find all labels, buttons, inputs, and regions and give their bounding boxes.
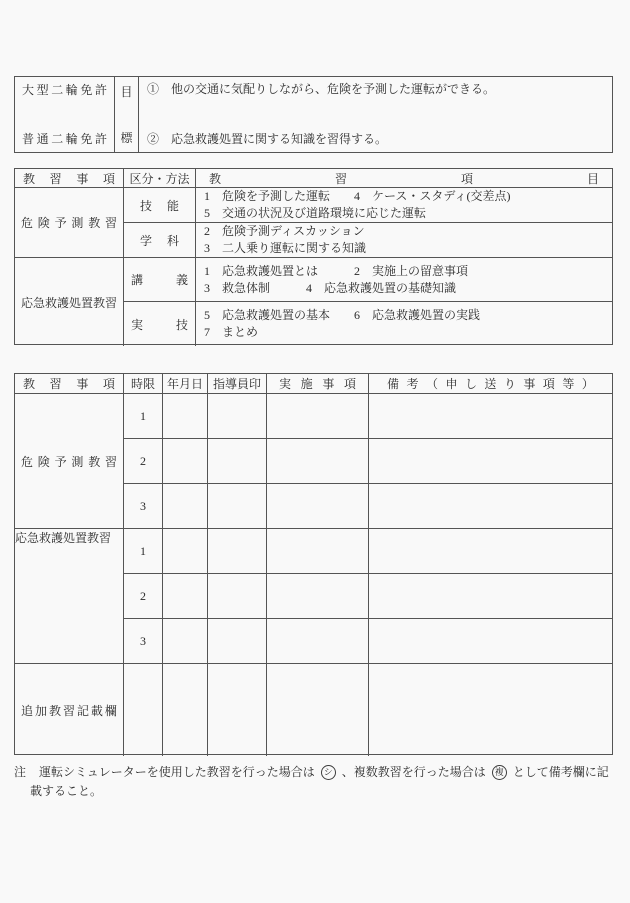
footnote-line-2: 載すること。 <box>30 784 103 798</box>
curriculum-header-items: 教 習 事 項 <box>15 169 124 188</box>
date-cell <box>163 439 208 484</box>
seal-cell <box>208 664 267 756</box>
remarks-cell <box>369 439 612 484</box>
implemented-cell <box>267 574 369 619</box>
record-section-additional-label: 追 加 教 習 記 載 欄 <box>15 664 124 756</box>
method-practice: 実 技 <box>124 302 196 346</box>
period-cell <box>124 664 163 756</box>
items-subject <box>196 223 612 258</box>
curriculum-header-method: 区分・方法 <box>124 169 196 188</box>
seal-cell <box>208 574 267 619</box>
items-practice-line-1: 5 応急救護処置の基本 6 応急救護処置の実践 <box>204 308 481 322</box>
curriculum-table <box>14 168 613 345</box>
footnote <box>14 763 618 801</box>
remarks-cell <box>369 529 612 574</box>
period-cell: 1 <box>124 529 163 574</box>
goal-item-2: ② 応急救護処置に関する知識を習得する。 <box>147 132 388 146</box>
record-table <box>14 373 613 755</box>
circled-fuku-symbol: 複 <box>492 765 507 780</box>
license-goal-table <box>14 76 613 153</box>
items-subject-line-1: 2 危険予測ディスカッション <box>204 224 365 238</box>
items-practice <box>196 302 612 346</box>
period-cell: 2 <box>124 439 163 484</box>
circled-shi-symbol: シ <box>321 765 336 780</box>
implemented-cell <box>267 439 369 484</box>
remarks-cell <box>369 619 612 664</box>
items-lecture <box>196 258 612 302</box>
method-lecture: 講 義 <box>124 258 196 302</box>
footnote-text-c: として備考欄に記 <box>512 765 609 779</box>
method-skill: 技 能 <box>124 188 196 223</box>
period-cell: 3 <box>124 484 163 529</box>
implemented-cell <box>267 484 369 529</box>
implemented-cell <box>267 529 369 574</box>
items-lecture-line-1: 1 応急救護処置とは 2 実施上の留意事項 <box>204 263 469 278</box>
record-section-hazard-label: 危 険 予 測 教 習 <box>15 394 124 529</box>
items-practice-line-2: 7 まとめ <box>204 325 259 339</box>
period-cell: 3 <box>124 619 163 664</box>
record-header-implemented: 実 施 事 項 <box>267 374 369 394</box>
license-type-ordinary-motorcycle: 普 通 二 輪 免 許 <box>22 132 107 146</box>
curriculum-section-firstaid-label: 応急救護処置教習 <box>15 258 124 346</box>
remarks-cell <box>369 394 612 439</box>
period-cell: 1 <box>124 394 163 439</box>
method-lecture-subject: 学 科 <box>124 223 196 258</box>
implemented-cell <box>267 664 369 756</box>
date-cell <box>163 394 208 439</box>
items-skill <box>196 188 612 223</box>
record-section-firstaid-label: 応急救護処置教習 <box>15 529 124 664</box>
date-cell <box>163 574 208 619</box>
footnote-marker: 注 <box>14 765 27 779</box>
record-header-date: 年月日 <box>163 374 208 394</box>
footnote-text-a: 運転シミュレーターを使用した教習を行った場合は <box>39 765 315 779</box>
date-cell <box>163 529 208 574</box>
record-header-period: 時限 <box>124 374 163 394</box>
curriculum-section-hazard-label: 危 険 予 測 教 習 <box>15 188 124 258</box>
remarks-cell <box>369 484 612 529</box>
remarks-cell <box>369 664 612 756</box>
seal-cell <box>208 439 267 484</box>
date-cell <box>163 619 208 664</box>
items-skill-line-2: 5 交通の状況及び道路環境に応じた運転 <box>204 206 427 220</box>
items-subject-line-2: 3 二人乗り運転に関する知識 <box>204 241 367 255</box>
license-type-column <box>15 77 115 152</box>
record-header-instructor-seal: 指導員印 <box>208 374 267 394</box>
seal-cell <box>208 394 267 439</box>
remarks-cell <box>369 574 612 619</box>
seal-cell <box>208 619 267 664</box>
implemented-cell <box>267 619 369 664</box>
record-header-items: 教 習 事 項 <box>15 374 124 394</box>
date-cell <box>163 664 208 756</box>
license-type-large-motorcycle: 大 型 二 輪 免 許 <box>22 83 107 97</box>
footnote-line-1 <box>14 763 618 782</box>
items-lecture-line-2: 3 救急体制 4 応急救護処置の基礎知識 <box>204 280 457 295</box>
date-cell <box>163 484 208 529</box>
goal-item-1: ① 他の交通に気配りしながら、危険を予測した運転ができる。 <box>147 82 496 96</box>
period-cell: 2 <box>124 574 163 619</box>
seal-cell <box>208 529 267 574</box>
curriculum-header-contents: 教 習 項 目 <box>196 169 612 188</box>
implemented-cell <box>267 394 369 439</box>
footnote-text-b: 、複数教習を行った場合は <box>341 765 486 779</box>
record-header-remarks: 備 考 （ 申 し 送 り 事 項 等 ） <box>369 374 612 394</box>
seal-cell <box>208 484 267 529</box>
items-skill-line-1: 1 危険を予測した運転 4 ケース・スタディ(交差点) <box>204 189 511 203</box>
goal-label-column: 目 標 <box>115 77 139 152</box>
goal-text-column <box>139 77 612 152</box>
